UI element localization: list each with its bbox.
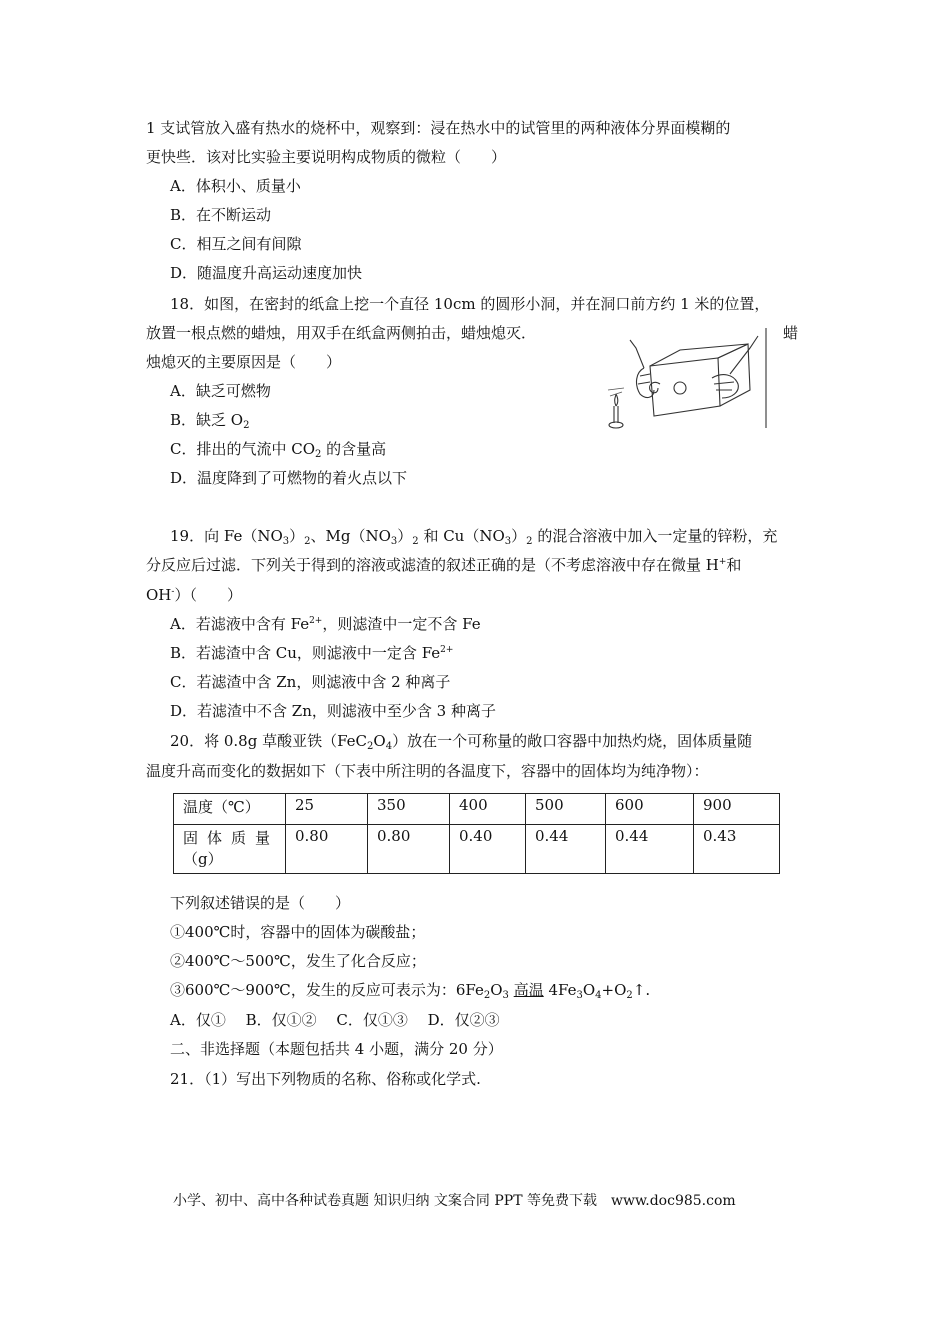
table-cell: 900 xyxy=(694,794,780,825)
table-cell: 25 xyxy=(286,794,368,825)
q20-options: A．仅① B．仅①② C．仅①③ D．仅②③ xyxy=(170,1011,500,1029)
q18-option-d: D．温度降到了可燃物的着火点以下 xyxy=(170,469,408,487)
page-footer: 小学、初中、高中各种试卷真题 知识归纳 文案合同 PPT 等免费下载 www.doc985.com xyxy=(173,1193,736,1209)
table-cell: 350 xyxy=(368,794,450,825)
q19-option-b: B．若滤渣中含 Cu，则滤液中一定含 $Fe^{2+}$ xyxy=(170,644,454,662)
q18-line-2: 放置一根点燃的蜡烛，用双手在纸盒两侧拍击，蜡烛熄灭． xyxy=(146,324,537,342)
q17-option-d: D．随温度升高运动速度加快 xyxy=(170,264,363,282)
table-cell: 0.44 xyxy=(606,825,694,874)
q18-line-1: 18．如图，在密封的纸盒上挖一个直径 10cm 的圆形小洞，并在洞口前方约 1 米的位置， xyxy=(170,295,770,313)
q19-line-3: OH-）（ ） xyxy=(146,586,242,604)
q19-line-2: 分反应后过滤．下列关于得到的溶液或滤渣的叙述正确的是（不考虑溶液中存在微量 H+和 xyxy=(146,556,742,574)
table-cell: 400 xyxy=(450,794,526,825)
q20-statement-2: ②400℃～500℃，发生了化合反应； xyxy=(170,952,426,970)
table-cell: 0.80 xyxy=(368,825,450,874)
q18-option-a: A．缺乏可燃物 xyxy=(170,382,271,400)
data-table xyxy=(173,793,780,874)
q19-option-c: C．若滤渣中含 Zn，则滤液中含 2 种离子 xyxy=(170,673,451,691)
q17-line-1: 1 支试管放入盛有热水的烧杯中，观察到：浸在热水中的试管里的两种液体分界面模糊的 xyxy=(146,119,731,137)
table-header-mass: 固体质量 （g） xyxy=(174,825,286,874)
reaction-condition: 高温 xyxy=(513,981,544,999)
q18-option-b: B．缺乏 $O_2$ xyxy=(170,411,250,431)
q20-statement-3: ③600℃～900℃，发生的反应可表示为：$6Fe_2O_3$ 高温 $4Fe_3O_4+O_2↑$. xyxy=(170,981,651,1001)
table-cell: 0.80 xyxy=(286,825,368,874)
q20-line-1: 20．将 0.8g 草酸亚铁$(FeC_2O_4)$放在一个可称量的敞口容器中加热灼烧，固体质量随 xyxy=(170,732,753,752)
q17-option-a: A．体积小、质量小 xyxy=(170,177,301,195)
q20-prompt: 下列叙述错误的是（ ） xyxy=(170,894,351,912)
q18-option-c: C．排出的气流中 $CO_2$ 的含量高 xyxy=(170,440,387,460)
table-cell: 0.40 xyxy=(450,825,526,874)
q17-line-2: 更快些．该对比实验主要说明构成物质的微粒（ ） xyxy=(146,148,507,166)
table-header-temperature: 温度（℃） xyxy=(174,794,286,825)
q18-line-3: 烛熄灭的主要原因是（ ） xyxy=(146,353,342,371)
q19-option-a: A．若滤液中含有 $Fe^{2+}$，则滤渣中一定不含 Fe xyxy=(170,615,481,633)
table-cell: 0.43 xyxy=(694,825,780,874)
table-row xyxy=(174,825,780,874)
q19-line-1: 19．向 $Fe(NO_3)_2$、$Mg(NO_3)_2$ 和 $Cu(NO_3)_2$ 的混合溶液中加入一定量的锌粉，充 xyxy=(170,527,778,547)
q20-statement-1: ①400℃时，容器中的固体为碳酸盐； xyxy=(170,923,426,941)
section-heading: 二、非选择题（本题包括共 4 小题，满分 20 分） xyxy=(170,1040,503,1058)
table-cell: 0.44 xyxy=(526,825,606,874)
box-candle-figure xyxy=(600,328,775,433)
q17-option-b: B．在不断运动 xyxy=(170,206,272,224)
table-row xyxy=(174,794,780,825)
table-cell: 500 xyxy=(526,794,606,825)
q21-line-1: 21．（1）写出下列物质的名称、俗称或化学式. xyxy=(170,1070,481,1088)
q17-option-c: C．相互之间有间隙 xyxy=(170,235,302,253)
q20-line-2: 温度升高而变化的数据如下（下表中所注明的各温度下，容器中的固体均为纯净物）： xyxy=(146,762,709,780)
q18-line-2-tail: 蜡 xyxy=(783,324,799,342)
table-cell: 600 xyxy=(606,794,694,825)
q19-option-d: D．若滤渣中不含 Zn，则滤液中至少含 3 种离子 xyxy=(170,702,496,720)
